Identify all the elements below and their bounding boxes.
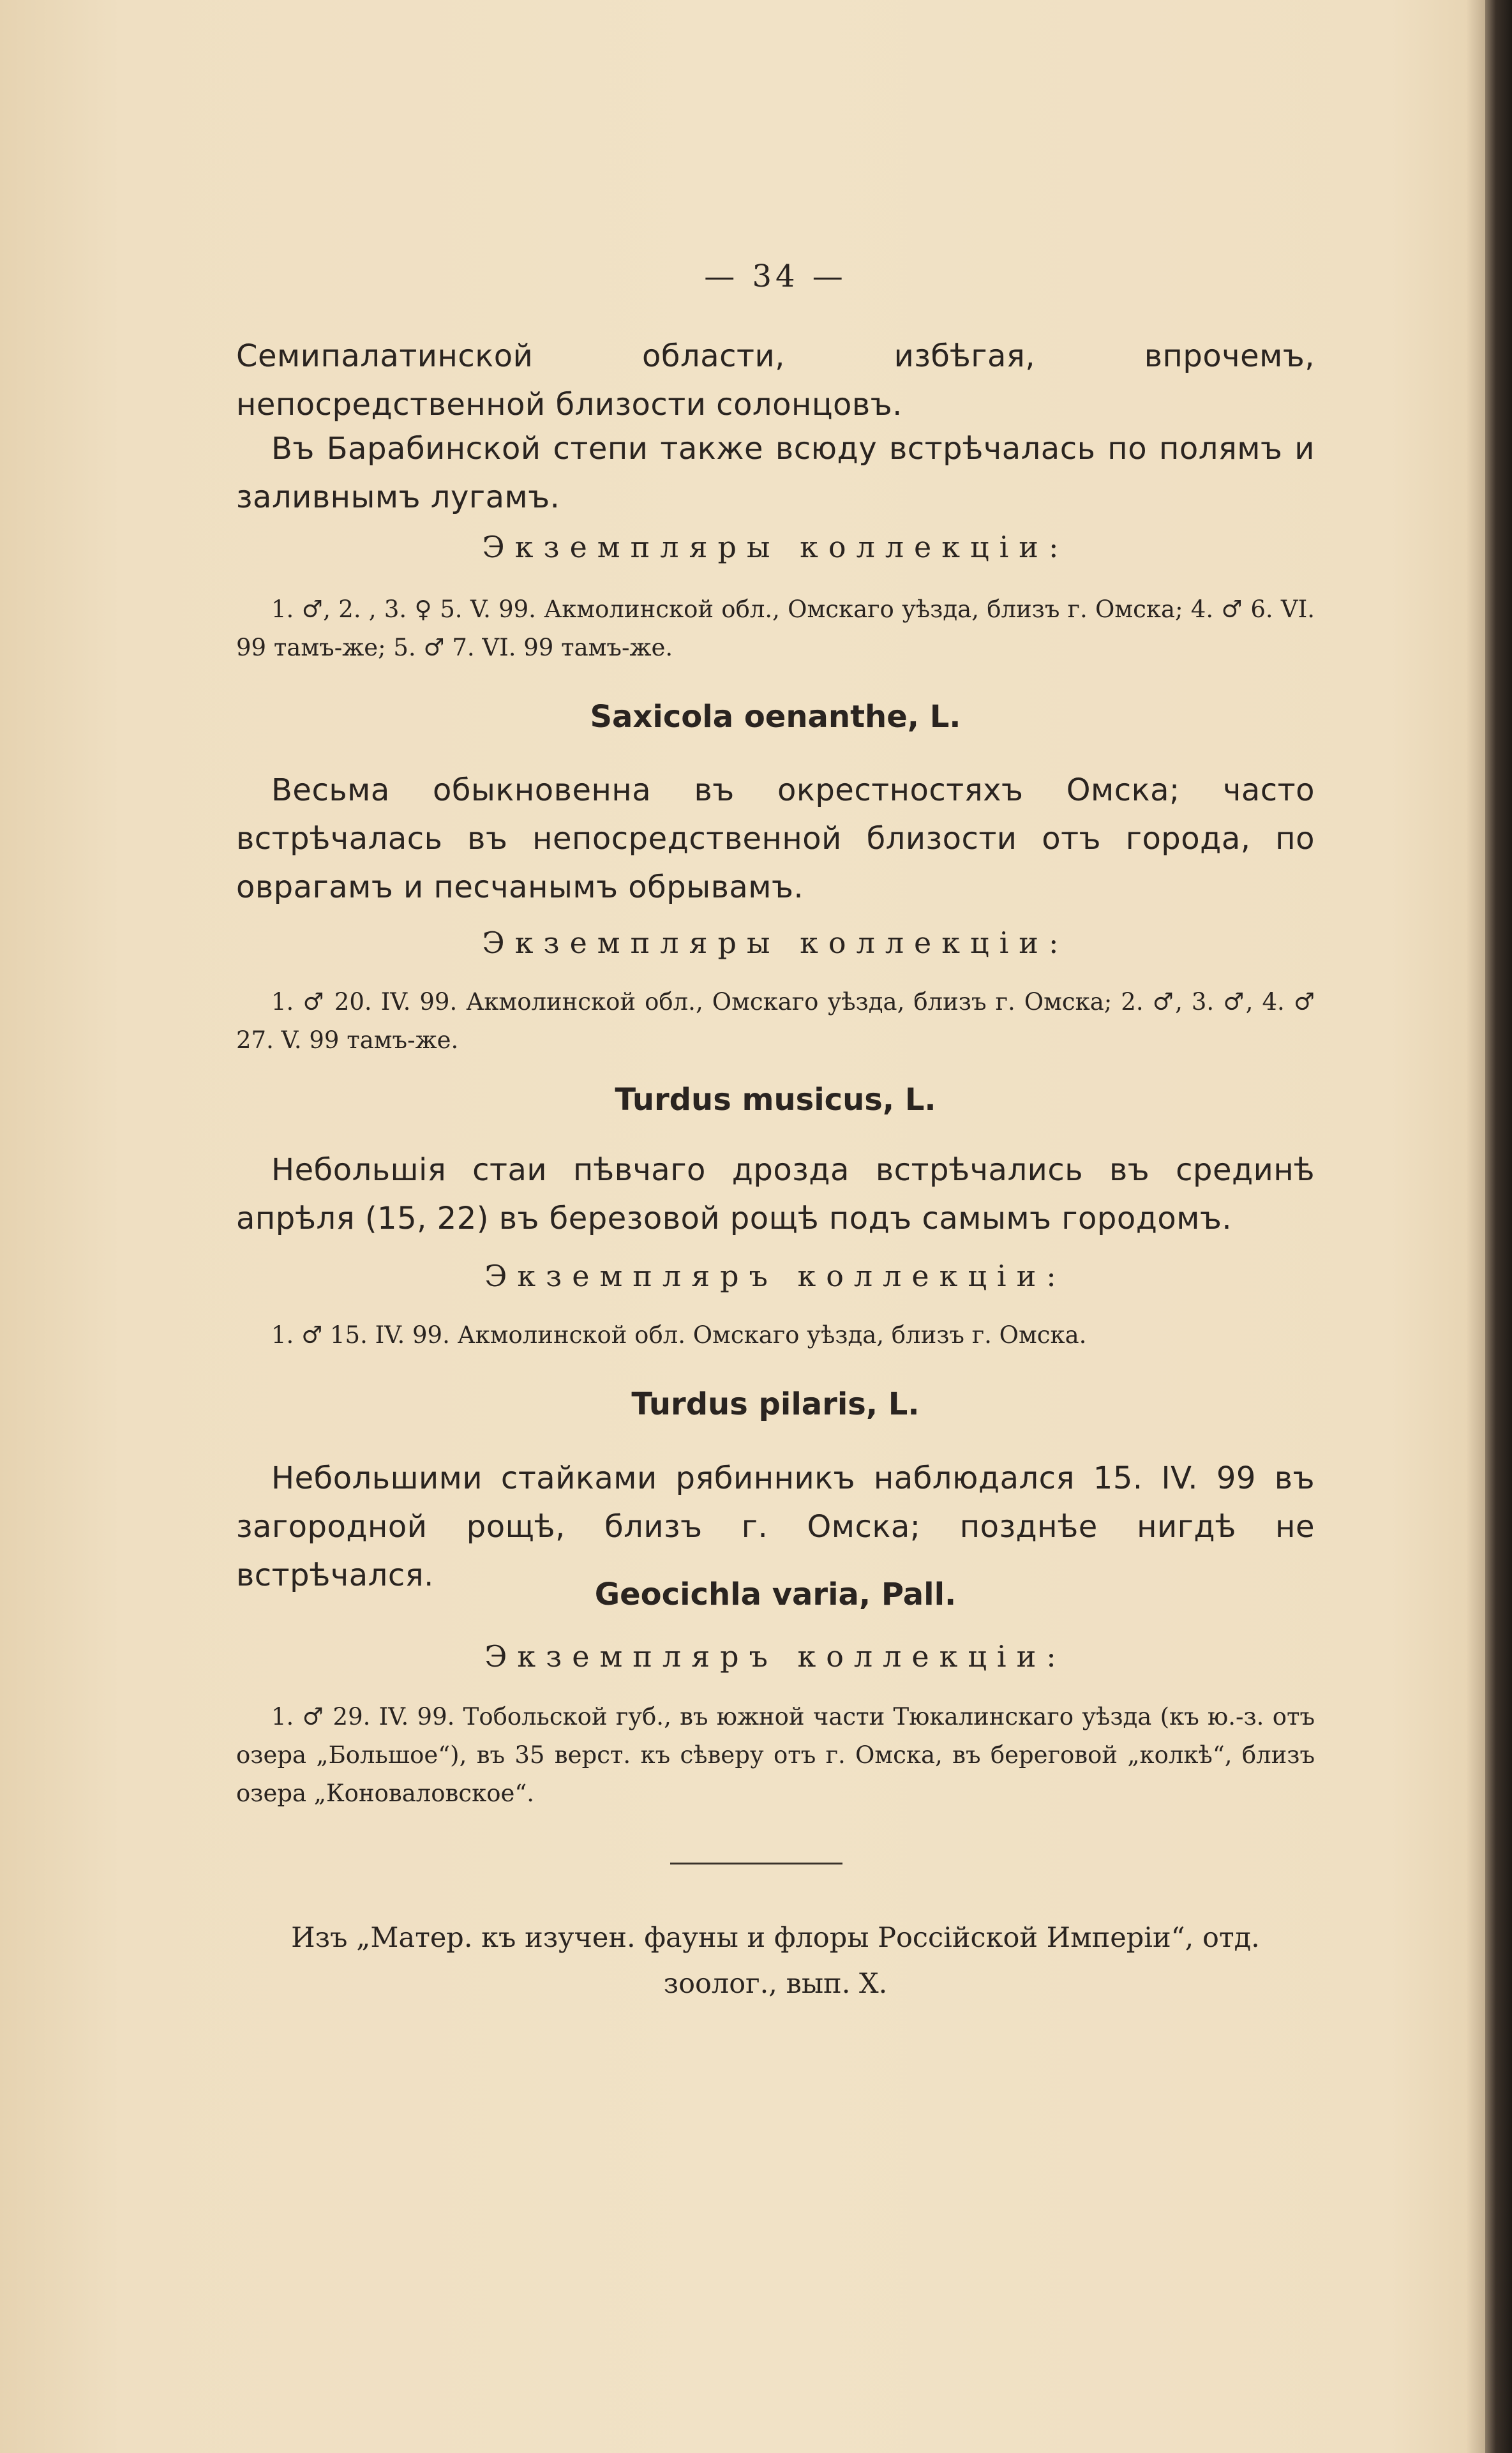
page-number: — 34 —: [704, 259, 847, 294]
specimen-list-2: 1. ♂ 20. IV. 99. Акмолинской обл., Омскаго уѣзда, близъ г. Омска; 2. ♂, 3. ♂, 4. ♂ 27. V. 99 тамъ-же.: [236, 988, 1315, 1054]
spine-shadow: [1466, 0, 1485, 2453]
footnote-line-2: зоолог., вып. X.: [663, 1968, 888, 2000]
separator-rule: [670, 1863, 842, 1864]
collection-heading-4: Экземпляръ коллекціи:: [484, 1639, 1067, 1674]
specimen-list-1: 1. ♂, 2. , 3. ♀ 5. V. 99. Акмолинской обл., Омскаго уѣзда, близъ г. Омска; 4. ♂ 6. VI. 99 тамъ-же; 5. ♂ 7. VI. 99 тамъ-же.: [236, 596, 1315, 661]
paragraph-turdus-pilaris: Небольшими стайками рябинникъ наблюдался 15. IV. 99 въ загородной рощѣ, близъ г. Омска; позднѣе нигдѣ не встрѣчался.: [236, 1460, 1315, 1593]
paragraph-1: Семипалатинской области, избѣгая, впрочемъ, непосредственной близости солонцовъ.: [236, 338, 1315, 423]
collection-heading-3: Экземпляръ коллекціи:: [484, 1259, 1067, 1293]
species-heading-turdus-pilaris: Turdus pilaris, L.: [631, 1386, 920, 1422]
paragraph-2: Въ Барабинской степи также всюду встрѣчалась по полямъ и заливнымъ лугамъ.: [236, 431, 1315, 515]
book-spine: [1485, 0, 1512, 2453]
collection-heading-1: Экземпляры коллекціи:: [482, 530, 1069, 564]
species-heading-turdus-musicus: Turdus musicus, L.: [615, 1082, 936, 1118]
species-heading-geocichla: Geocichla varia, Pall.: [594, 1577, 957, 1612]
paragraph-turdus-musicus: Небольшія стаи пѣвчаго дрозда встрѣчались въ срединѣ апрѣля (15, 22) въ березовой рощѣ подъ самымъ городомъ.: [236, 1152, 1315, 1236]
specimen-list-4: 1. ♂ 29. IV. 99. Тобольской губ., въ южной части Тюкалинскаго уѣзда (къ ю.-з. отъ озера „Большое“), въ 35 верст. къ сѣверу отъ г. Омска, въ береговой „колкѣ“, близъ озера „Коноваловское“.: [236, 1703, 1315, 1807]
collection-heading-2: Экземпляры коллекціи:: [482, 926, 1069, 960]
specimen-list-3: 1. ♂ 15. IV. 99. Акмолинской обл. Омскаго уѣзда, близъ г. Омска.: [271, 1321, 1087, 1349]
species-heading-saxicola: Saxicola oenanthe, L.: [590, 699, 961, 735]
paragraph-saxicola: Весьма обыкновенна въ окрестностяхъ Омска; часто встрѣчалась въ непосредственной близости отъ города, по оврагамъ и песчанымъ обрывамъ.: [236, 772, 1315, 905]
footnote-line-1: Изъ „Матер. къ изучен. фауны и флоры Россійской Имперіи“, отд.: [291, 1922, 1260, 1954]
source-footnote: [236, 1915, 1315, 2007]
